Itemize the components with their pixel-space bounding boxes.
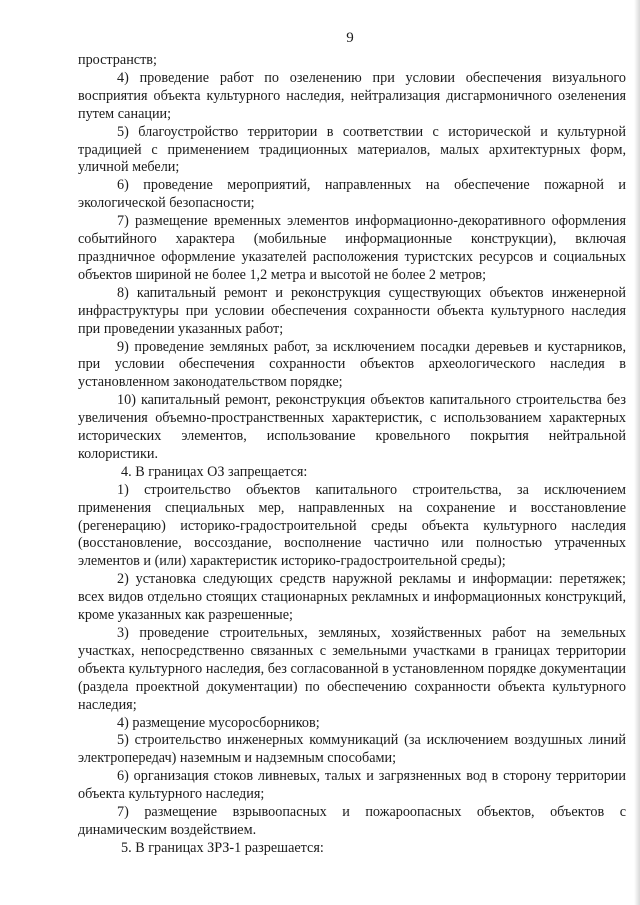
list-item-8-infrastructure-repair: 8) капитальный ремонт и реконструкция существующих объектов инженерной инфраструктуры при условии обеспечения сохранности объекта культурного наследия при проведении указанных работ; — [78, 284, 626, 337]
list-item-10-reconstruction: 10) капитальный ремонт, реконструкция объектов капитального строительства без увеличения объемно-пространственных характеристик, с использованием характерных исторических элементов, использование кровельного покрытия нейтральной колористики. — [78, 392, 626, 462]
list-item-9-earthworks: 9) проведение земляных работ, за исключением посадки деревьев и кустарников, при условии обеспечения сохранности объектов археологического наследия в установленном законодательством порядке; — [78, 338, 626, 391]
prohibited-item-1-construction: 1) строительство объектов капитального строительства, за исключением применения специальных мер, направленных на сохранение и восстановление (регенерацию) историко-градостроительной среды объекта культурного наследия (восстановление, воссоздание, восполнение частично или полностью утраченных элементов и (или) характеристик историко-градостроительной среды); — [78, 481, 626, 570]
document-body — [78, 52, 626, 858]
prohibited-item-6-drainage: 6) организация стоков ливневых, талых и загрязненных вод в сторону территории объекта культурного наследия; — [78, 768, 626, 803]
list-item-7-temporary-decor: 7) размещение временных элементов информационно-декоративного оформления событийного характера (мобильные информационные конструкции), включая праздничное оформление указателей расположения туристских ресурсов и социальных объектов шириной не более 1,2 метра и высотой не более 2 метров; — [78, 213, 626, 283]
list-item-4-greening: 4) проведение работ по озеленению при условии обеспечения визуального восприятия объекта культурного наследия, нейтрализация дисгармоничного озеленения путем санации; — [78, 69, 626, 122]
section-heading-5: 5. В границах ЗРЗ-1 разрешается: — [121, 839, 324, 856]
prohibited-item-2-advertising: 2) установка следующих средств наружной рекламы и информации: перетяжек; всех видов отдельно стоящих стационарных рекламных и информационных конструкций, кроме указанных как разрешенные; — [78, 571, 626, 624]
section-heading-4: 4. В границах ОЗ запрещается: — [121, 463, 308, 480]
scan-edge-shadow — [634, 0, 640, 905]
prohibited-item-7-hazardous: 7) размещение взрывоопасных и пожароопасных объектов, объектов с динамическим воздействием. — [78, 804, 626, 838]
page-number: 9 — [346, 30, 354, 46]
list-item-6-safety: 6) проведение мероприятий, направленных на обеспечение пожарной и экологической безопасности; — [78, 177, 626, 212]
list-item-5-landscaping: 5) благоустройство территории в соответствии с исторической и культурной традицией с применением традиционных материалов, малых архитектурных форм, уличной мебели; — [78, 123, 626, 176]
paragraph-continuation: пространств; — [78, 52, 157, 68]
prohibited-item-5-utilities: 5) строительство инженерных коммуникаций (за исключением воздушных линий электропередач) наземным и надземным способами; — [78, 732, 626, 767]
prohibited-item-3-works: 3) проведение строительных, земляных, хозяйственных работ на земельных участках, непосредственно связанных с земельными участками в границах территории объекта культурного наследия, без согласованной в установленном порядке документации (раздела проектной документации) по обеспечению сохранности объекта культурного наследия; — [78, 625, 626, 713]
prohibited-item-4-waste-bins: 4) размещение мусоросборников; — [117, 714, 320, 731]
